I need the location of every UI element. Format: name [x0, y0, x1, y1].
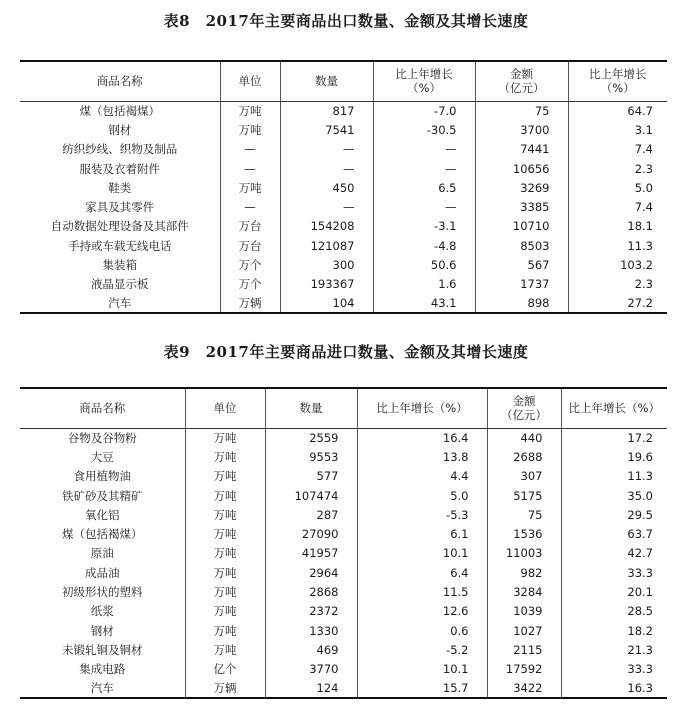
table-row	[20, 679, 667, 698]
table-row	[20, 294, 667, 313]
cell-qty: —	[280, 140, 373, 159]
cell-name: 手持或车载无线电话	[20, 236, 220, 255]
table-row	[20, 217, 667, 236]
cell-unit: 万吨	[220, 120, 280, 139]
cell-name: 自动数据处理设备及其部件	[20, 217, 220, 236]
table-row	[20, 640, 667, 659]
cell-amount: 3385	[475, 197, 568, 216]
cell-qty-growth: 16.4	[357, 428, 487, 447]
table-row	[20, 467, 667, 486]
cell-qty-growth: —	[373, 197, 475, 216]
cell-qty: 2372	[265, 602, 357, 621]
import-table	[20, 387, 667, 699]
cell-amount: 8503	[475, 236, 568, 255]
cell-amount: 3269	[475, 178, 568, 197]
cell-amt-growth: 17.2	[627, 430, 653, 445]
cell-unit: 万吨	[185, 486, 265, 505]
cell-name: 谷物及谷物粉	[20, 428, 185, 447]
cell-qty: 154208	[280, 217, 373, 236]
cell-name: 未锻轧铜及铜材	[20, 640, 185, 659]
cell-amount: 7441	[475, 140, 568, 159]
cell-unit: 万吨	[185, 640, 265, 659]
cell-amt-growth: 42.7	[627, 546, 653, 561]
cell-qty: 41957	[265, 544, 357, 563]
header-name: 商品名称	[20, 388, 185, 428]
cell-name: 初级形状的塑料	[20, 582, 185, 601]
cell-qty-growth: 50.6	[373, 255, 475, 274]
cell-qty: 450	[280, 178, 373, 197]
header-qty-growth-line1: 比上年增长	[395, 67, 453, 82]
table-row	[20, 120, 667, 139]
cell-amount: 75	[475, 101, 568, 120]
cell-amount: 1039	[487, 602, 561, 621]
cell-amt-growth: 7.4	[634, 200, 653, 215]
cell-qty-growth: 6.4	[357, 563, 487, 582]
table-row	[20, 582, 667, 601]
header-amount-line1: 金额	[512, 394, 536, 409]
cell-amount: 2115	[487, 640, 561, 659]
cell-unit: 万吨	[185, 428, 265, 447]
cell-qty: 124	[265, 679, 357, 698]
cell-amt-growth: 64.7	[627, 103, 653, 118]
cell-qty-growth: 5.0	[357, 486, 487, 505]
cell-amount: 440	[487, 428, 561, 447]
cell-name: 纸浆	[20, 602, 185, 621]
cell-name: 铁矿砂及其精矿	[20, 486, 185, 505]
cell-amount: 10656	[475, 159, 568, 178]
cell-amount: 982	[487, 563, 561, 582]
cell-name: 服装及衣着附件	[20, 159, 220, 178]
cell-qty-growth: 12.6	[357, 602, 487, 621]
cell-amount: 5175	[487, 486, 561, 505]
cell-qty-growth: —	[373, 159, 475, 178]
header-amt-growth	[568, 61, 667, 101]
table-row	[20, 159, 667, 178]
cell-qty: 104	[280, 294, 373, 313]
cell-unit: —	[220, 197, 280, 216]
cell-qty: 27090	[265, 524, 357, 543]
table-row	[20, 236, 667, 255]
cell-qty-growth: 4.4	[357, 467, 487, 486]
cell-unit: 万台	[220, 217, 280, 236]
cell-qty-growth: 10.1	[357, 544, 487, 563]
cell-amount: 2688	[487, 447, 561, 466]
table-row	[20, 178, 667, 197]
cell-qty: 2964	[265, 563, 357, 582]
cell-qty-growth: -5.3	[357, 505, 487, 524]
table-row	[20, 101, 667, 120]
cell-name: 食用植物油	[20, 467, 185, 486]
table-row	[20, 428, 667, 447]
cell-amt-growth: 18.1	[627, 219, 653, 234]
cell-unit: 万吨	[185, 602, 265, 621]
table-row	[20, 255, 667, 274]
header-name: 商品名称	[20, 61, 220, 101]
cell-qty: 2868	[265, 582, 357, 601]
table-row	[20, 544, 667, 563]
cell-unit: 万辆	[185, 679, 265, 698]
cell-amt-growth: 11.3	[627, 238, 653, 253]
cell-amt-growth: 2.3	[634, 277, 653, 292]
cell-amt-growth: 2.3	[634, 161, 653, 176]
cell-amt-growth: 21.3	[627, 642, 653, 657]
export-table	[20, 60, 667, 314]
cell-qty: 287	[265, 505, 357, 524]
cell-qty: —	[280, 159, 373, 178]
cell-amt-growth: 35.0	[627, 488, 653, 503]
cell-unit: 万吨	[220, 101, 280, 120]
cell-amt-growth: 3.1	[634, 122, 653, 137]
cell-qty: 469	[265, 640, 357, 659]
table-row	[20, 563, 667, 582]
cell-unit: 万吨	[185, 621, 265, 640]
cell-qty-growth: 10.1	[357, 660, 487, 679]
cell-unit: 万吨	[220, 178, 280, 197]
cell-unit: 万吨	[185, 467, 265, 486]
cell-qty-growth: —	[373, 140, 475, 159]
table-row	[20, 602, 667, 621]
cell-unit: —	[220, 140, 280, 159]
cell-amt-growth: 103.2	[620, 258, 653, 273]
header-amount-line2: （亿元）	[501, 408, 547, 423]
cell-qty-growth: 11.5	[357, 582, 487, 601]
cell-unit: 万吨	[185, 544, 265, 563]
table-header-row	[20, 61, 667, 101]
table9-title: 表9 2017年主要商品进口数量、金额及其增长速度	[163, 343, 529, 361]
cell-name: 集装箱	[20, 255, 220, 274]
cell-qty: 817	[280, 101, 373, 120]
cell-unit: 亿个	[185, 660, 265, 679]
cell-amt-growth: 27.2	[627, 296, 653, 311]
cell-qty-growth: -5.2	[357, 640, 487, 659]
cell-amt-growth: 5.0	[634, 180, 653, 195]
cell-amount: 307	[487, 467, 561, 486]
cell-unit: 万个	[220, 255, 280, 274]
cell-unit: —	[220, 159, 280, 178]
cell-amt-growth: 28.5	[627, 604, 653, 619]
cell-qty: 107474	[265, 486, 357, 505]
cell-qty: 3770	[265, 660, 357, 679]
cell-qty-growth: 6.5	[373, 178, 475, 197]
cell-name: 氧化铝	[20, 505, 185, 524]
header-amount-line2: （亿元）	[498, 81, 545, 96]
cell-amt-growth: 33.3	[627, 662, 653, 677]
cell-amount: 17592	[487, 660, 561, 679]
header-amount	[487, 388, 561, 428]
cell-name: 煤（包括褐煤）	[20, 524, 185, 543]
cell-amount: 3284	[487, 582, 561, 601]
header-qty-growth	[373, 61, 475, 101]
cell-qty-growth: 0.6	[357, 621, 487, 640]
cell-qty-growth: -3.1	[373, 217, 475, 236]
header-amt-growth: 比上年增长（%）	[561, 388, 667, 428]
cell-unit: 万吨	[185, 563, 265, 582]
cell-unit: 万吨	[185, 505, 265, 524]
cell-name: 鞋类	[20, 178, 220, 197]
cell-name: 原油	[20, 544, 185, 563]
table-row	[20, 660, 667, 679]
table-row	[20, 197, 667, 216]
cell-qty: 9553	[265, 447, 357, 466]
cell-amt-growth: 19.6	[627, 449, 653, 464]
header-unit: 单位	[185, 388, 265, 428]
cell-qty: 193367	[280, 275, 373, 294]
cell-amount: 3422	[487, 679, 561, 698]
cell-qty-growth: 1.6	[373, 275, 475, 294]
cell-qty-growth: 6.1	[357, 524, 487, 543]
table-row	[20, 447, 667, 466]
header-amount	[475, 61, 568, 101]
cell-amount: 1027	[487, 621, 561, 640]
cell-qty-growth: -4.8	[373, 236, 475, 255]
cell-amount: 1536	[487, 524, 561, 543]
cell-qty: —	[280, 197, 373, 216]
cell-name: 钢材	[20, 120, 220, 139]
cell-name: 汽车	[20, 294, 220, 313]
cell-qty-growth: 15.7	[357, 679, 487, 698]
cell-unit: 万吨	[185, 524, 265, 543]
table8-title: 表8 2017年主要商品出口数量、金额及其增长速度	[163, 12, 529, 30]
cell-name: 纺织纱线、织物及制品	[20, 140, 220, 159]
cell-qty-growth: 13.8	[357, 447, 487, 466]
cell-unit: 万吨	[185, 447, 265, 466]
cell-amt-growth: 11.3	[627, 469, 653, 484]
table-row	[20, 486, 667, 505]
cell-qty-growth: 43.1	[373, 294, 475, 313]
cell-amount: 11003	[487, 544, 561, 563]
cell-name: 家具及其零件	[20, 197, 220, 216]
cell-qty: 1330	[265, 621, 357, 640]
table-header-row	[20, 388, 667, 428]
table-row	[20, 140, 667, 159]
header-qty: 数量	[280, 61, 373, 101]
cell-amt-growth: 33.3	[627, 565, 653, 580]
cell-amt-growth: 29.5	[627, 507, 653, 522]
header-qty-growth: 比上年增长（%）	[357, 388, 487, 428]
cell-qty: 300	[280, 255, 373, 274]
cell-unit: 万辆	[220, 294, 280, 313]
header-amount-line1: 金额	[510, 67, 533, 82]
cell-qty: 7541	[280, 120, 373, 139]
cell-amount: 567	[475, 255, 568, 274]
cell-qty: 2559	[265, 428, 357, 447]
table-row	[20, 524, 667, 543]
header-qty-growth-line2: （%）	[407, 81, 441, 96]
cell-unit: 万个	[220, 275, 280, 294]
cell-amount: 898	[475, 294, 568, 313]
cell-name: 集成电路	[20, 660, 185, 679]
cell-name: 钢材	[20, 621, 185, 640]
header-qty: 数量	[265, 388, 357, 428]
cell-qty: 577	[265, 467, 357, 486]
header-unit: 单位	[220, 61, 280, 101]
cell-name: 大豆	[20, 447, 185, 466]
cell-amt-growth: 63.7	[627, 527, 653, 542]
cell-amount: 1737	[475, 275, 568, 294]
header-amt-growth-line1: 比上年增长	[589, 67, 647, 82]
cell-name: 煤（包括褐煤）	[20, 101, 220, 120]
cell-amt-growth: 7.4	[634, 142, 653, 157]
table-row	[20, 275, 667, 294]
cell-qty-growth: -7.0	[373, 101, 475, 120]
cell-unit: 万台	[220, 236, 280, 255]
table-row	[20, 505, 667, 524]
cell-amount: 3700	[475, 120, 568, 139]
cell-name: 成品油	[20, 563, 185, 582]
cell-qty: 121087	[280, 236, 373, 255]
cell-unit: 万吨	[185, 582, 265, 601]
cell-amt-growth: 20.1	[627, 585, 653, 600]
cell-amt-growth: 18.2	[627, 623, 653, 638]
cell-amt-growth: 16.3	[627, 681, 653, 695]
header-amt-growth-line2: （%）	[600, 81, 635, 96]
cell-name: 汽车	[20, 679, 185, 698]
table-row	[20, 621, 667, 640]
cell-amount: 10710	[475, 217, 568, 236]
cell-amount: 75	[487, 505, 561, 524]
cell-qty-growth: -30.5	[373, 120, 475, 139]
cell-name: 液晶显示板	[20, 275, 220, 294]
